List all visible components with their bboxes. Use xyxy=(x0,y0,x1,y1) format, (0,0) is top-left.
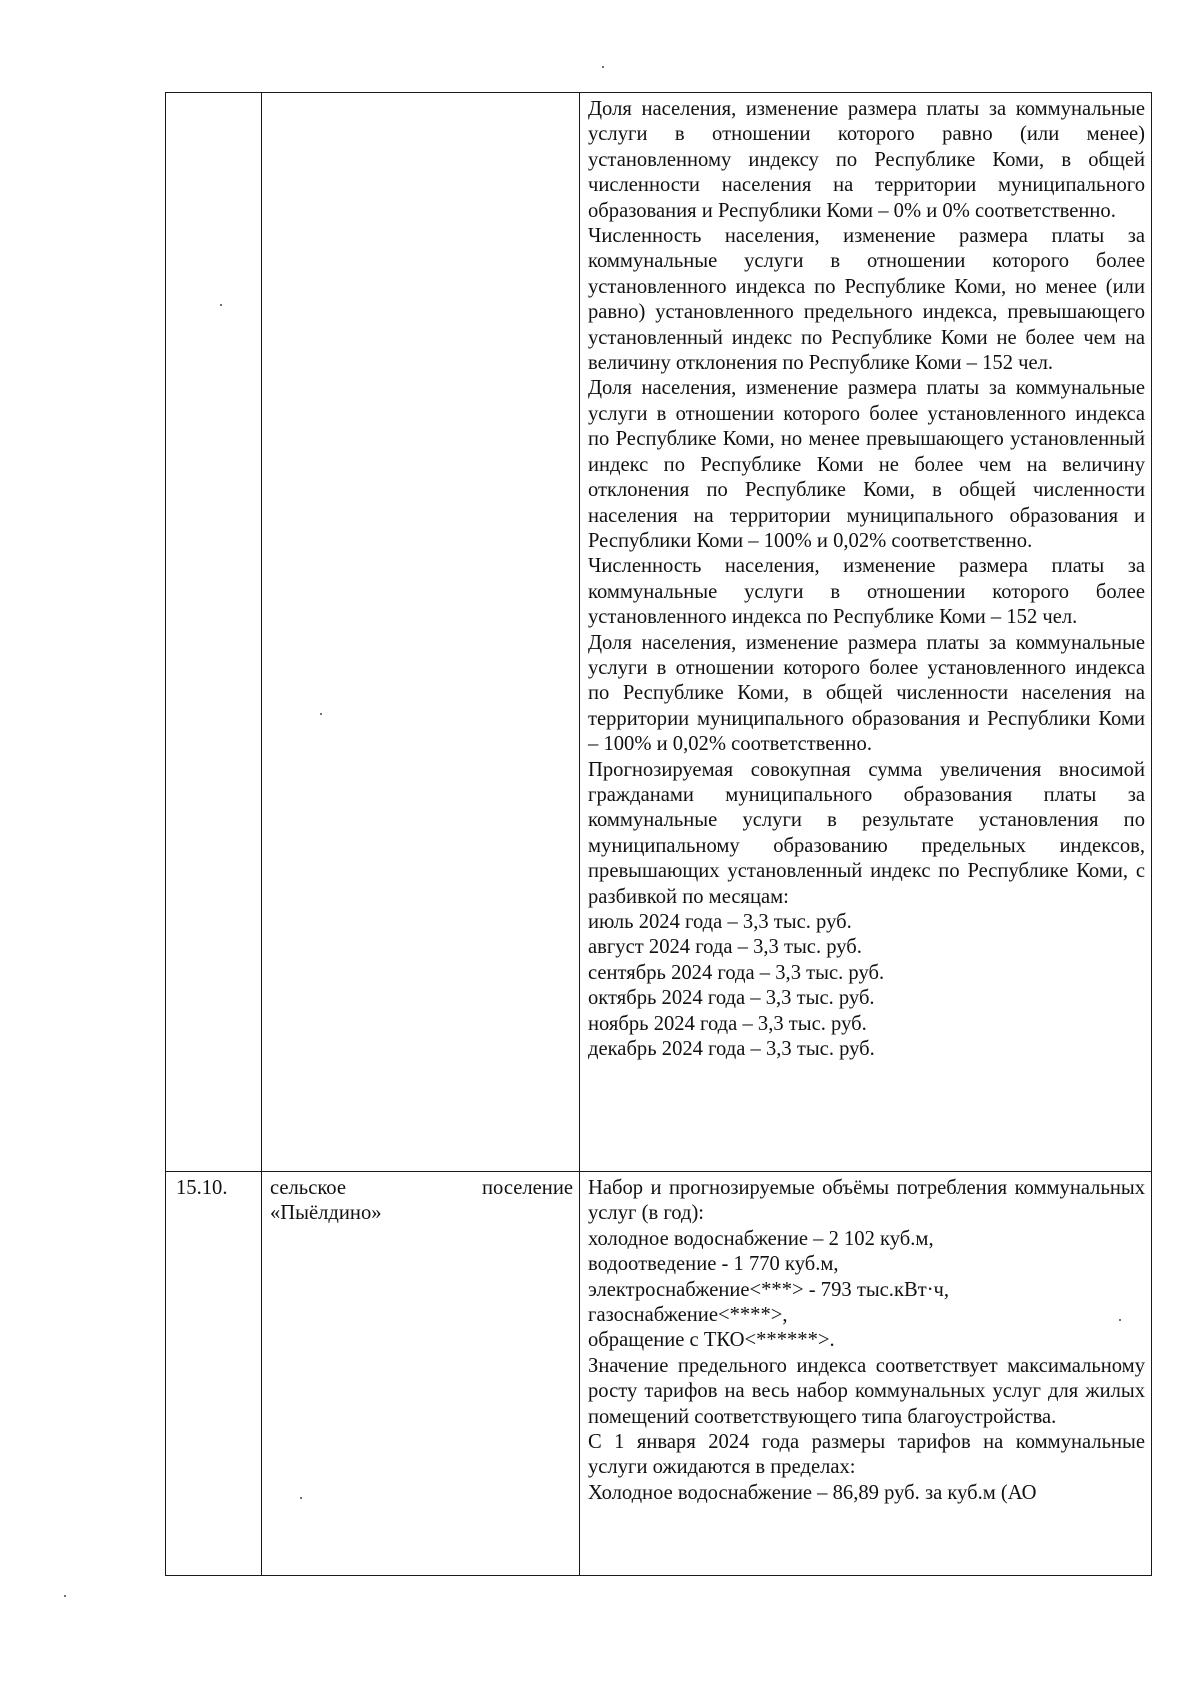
municipality-name-cell xyxy=(262,1172,580,1576)
paragraph: Значение предельного индекса соответствует максимальному росту тарифов на весь набор коммунальных услуг для жилых помещений соответствующего типа благоустройства. xyxy=(588,1354,1145,1428)
paragraph: Доля населения, изменение размера платы за коммунальные услуги в отношении которого равно (или менее) установленному индексу по Республике Коми, в общей численности населения на территории муниципального образования и Республики Коми – 0% и 0% соответственно. xyxy=(588,98,1145,222)
monthly-breakdown-list xyxy=(588,910,1145,1062)
list-item: август 2024 года – 3,3 тыс. руб. xyxy=(588,936,862,959)
name-word: сельское xyxy=(270,1177,346,1199)
paragraph: Численность населения, изменение размера платы за коммунальные услуги в отношении которого более установленного индекса по Республике Коми, но менее (или равно) установленного предельного индекса, превышающего установленный индекс по Республике Коми не более чем на величину отклонения по Республике Коми – 152 чел. xyxy=(588,225,1145,375)
list-item: водоотведение - 1 770 куб.м, xyxy=(588,1253,839,1276)
description-cell xyxy=(580,1172,1152,1576)
consumption-list xyxy=(588,1227,1145,1354)
paragraph: Доля населения, изменение размера платы за коммунальные услуги в отношении которого более установленного индекса по Республике Коми, но менее превышающего установленный индекс по Республике Коми не более чем на величину отклонения по Республике Коми, в общей численности населения на территории муниципального образования и Республики Коми – 100% и 0,02% соответственно. xyxy=(588,377,1145,552)
row-number-cell xyxy=(166,93,262,1172)
list-item: июль 2024 года – 3,3 тыс. руб. xyxy=(588,911,852,933)
paragraph: С 1 января 2024 года размеры тарифов на коммунальные услуги ожидаются в пределах: xyxy=(588,1431,1145,1479)
list-item: холодное водоснабжение – 2 102 куб.м, xyxy=(588,1227,934,1250)
scan-speck xyxy=(320,713,322,715)
scan-speck xyxy=(1119,1319,1121,1321)
scan-speck xyxy=(220,304,222,306)
table-row xyxy=(166,93,1152,1172)
list-item: ноябрь 2024 года – 3,3 тыс. руб. xyxy=(588,1012,867,1035)
municipality-type xyxy=(270,1176,573,1201)
paragraph: Численность населения, изменение размера платы за коммунальные услуги в отношении которого более установленного индекса по Республике Коми – 152 чел. xyxy=(588,555,1145,629)
scan-speck xyxy=(64,1595,66,1597)
list-item: октябрь 2024 года – 3,3 тыс. руб. xyxy=(588,987,875,1010)
list-item: обращение с ТКО<******>. xyxy=(588,1329,835,1352)
list-item: сентябрь 2024 года – 3,3 тыс. руб. xyxy=(588,961,885,984)
description-cell xyxy=(580,93,1152,1172)
name-word: поселение xyxy=(482,1177,573,1199)
paragraph: Набор и прогнозируемые объёмы потребления коммунальных услуг (в год): xyxy=(588,1177,1145,1225)
table-row xyxy=(166,1172,1152,1576)
row-number-cell: 15.10. xyxy=(166,1172,262,1576)
document-table xyxy=(165,92,1152,1576)
scan-speck xyxy=(602,66,604,68)
municipality-name: «Пыёлдино» xyxy=(270,1202,382,1225)
scan-speck xyxy=(300,1497,302,1499)
list-item: газоснабжение<****>, xyxy=(588,1304,788,1327)
paragraph: Прогнозируемая совокупная сумма увеличения вносимой гражданами муниципального образования платы за коммунальные услуги в результате установления по муниципальному образованию предельных индексов, превышающих установленный индекс по Республике Коми, с разбивкой по месяцам: xyxy=(588,758,1145,908)
list-item: декабрь 2024 года – 3,3 тыс. руб. xyxy=(588,1038,875,1061)
paragraph: Доля населения, изменение размера платы за коммунальные услуги в отношении которого более установленного индекса по Республике Коми, в общей численности населения на территории муниципального образования и Республики Коми – 100% и 0,02% соответственно. xyxy=(588,631,1145,756)
paragraph: Холодное водоснабжение – 86,89 руб. за куб.м (АО xyxy=(588,1481,1037,1504)
municipality-name-cell xyxy=(262,93,580,1172)
list-item: электроснабжение<***> - 793 тыс.кВт·ч, xyxy=(588,1278,950,1301)
